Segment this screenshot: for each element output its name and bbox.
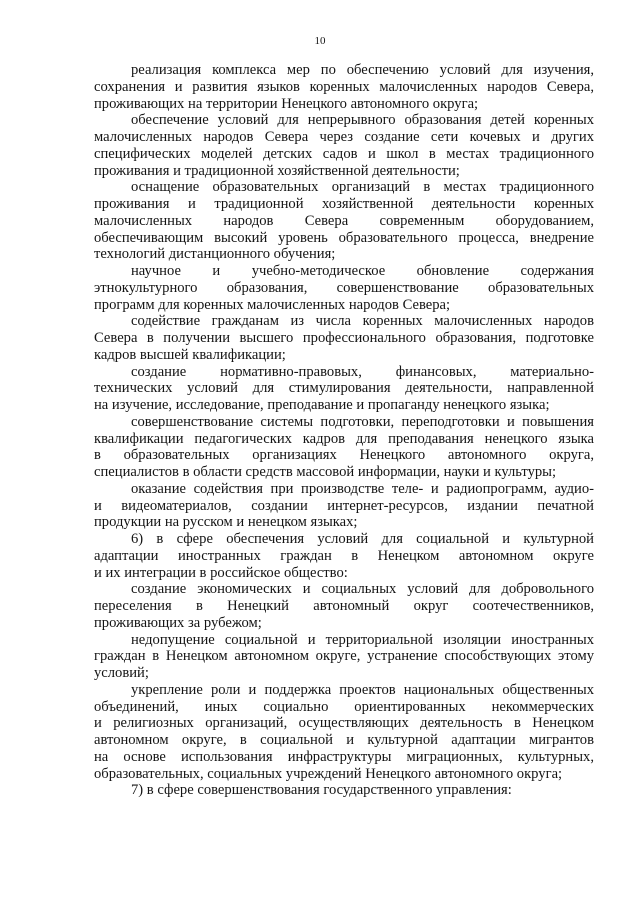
text-line: укрепление роли и поддержка проектов национальных общественных	[131, 681, 594, 698]
paragraph	[94, 313, 594, 363]
text-line: технологий дистанционного обучения;	[94, 246, 336, 263]
text-line: адаптации иностранных граждан в Ненецком автономном округе	[94, 547, 594, 564]
text-line: и религиозных организаций, осуществляющих деятельность в Ненецком	[94, 715, 594, 732]
text-line: технических условий для стимулирования деятельности, направленной	[94, 380, 594, 397]
paragraph	[94, 782, 594, 799]
text-line: объединений, иных социально ориентированных некоммерческих	[94, 698, 594, 715]
paragraph	[94, 632, 594, 682]
text-line: переселения в Ненецкий автономный округ соотечественников,	[94, 598, 594, 614]
text-line: содействие гражданам из числа коренных малочисленных народов	[131, 313, 594, 330]
text-line: этнокультурного образования, совершенствование образовательных	[94, 279, 594, 296]
paragraph	[94, 531, 594, 581]
paragraph	[94, 364, 594, 414]
text-line: специфических моделей детских садов и школ в местах традиционного	[94, 145, 594, 162]
page-number: 10	[314, 35, 326, 47]
text-line: недопущение социальной и территориальной изоляции иностранных	[131, 631, 594, 648]
text-line: сохранения и развития языков коренных малочисленных народов Севера,	[94, 78, 594, 95]
text-line: и видеоматериалов, создании интернет-ресурсов, издании печатной	[94, 497, 594, 514]
text-line: малочисленных народов Севера через создание сети кочевых и других	[94, 129, 594, 145]
text-line: оснащение образовательных организаций в местах традиционного	[131, 179, 594, 196]
text-line: кадров высшей квалификации;	[94, 346, 286, 363]
paragraph	[94, 414, 594, 481]
text-line: продукции на русском и ненецком языках;	[94, 514, 358, 531]
text-line: совершенствование системы подготовки, переподготовки и повышения	[131, 413, 594, 430]
text-line: граждан в Ненецком автономном округе, устранение способствующих этому	[94, 648, 594, 665]
paragraph	[94, 682, 594, 783]
paragraph	[94, 481, 594, 531]
paragraph	[94, 112, 594, 179]
text-line: автономном округе, в социальной и культурной адаптации мигрантов	[94, 732, 594, 748]
text-line: программ для коренных малочисленных народов Севера;	[94, 296, 451, 313]
text-line: на основе использования инфраструктуры миграционных, культурных,	[94, 748, 594, 765]
text-line: проживания и традиционной хозяйственной деятельности;	[94, 162, 460, 179]
paragraph	[94, 581, 594, 631]
text-line: специалистов в области средств массовой информации, науки и культуры;	[94, 464, 557, 480]
text-line: реализация комплекса мер по обеспечению условий для изучения,	[131, 62, 594, 78]
text-line: малочисленных народов Севера современным оборудованием,	[94, 212, 594, 229]
text-line: 7) в сфере совершенствования государственного управления:	[131, 782, 512, 799]
text-line: создание экономических и социальных условий для добровольного	[131, 581, 594, 598]
text-line: проживания и традиционной хозяйственной деятельности коренных	[94, 196, 594, 212]
text-line: оказание содействия при производстве теле- и радиопрограмм, аудио-	[131, 480, 594, 497]
text-line: создание нормативно-правовых, финансовых, материально-	[131, 363, 594, 380]
text-line: научное и учебно-методическое обновление содержания	[131, 263, 594, 279]
text-line: обеспечивающим высокий уровень образовательного процесса, внедрение	[94, 229, 594, 246]
text-line: проживающих на территории Ненецкого автономного округа;	[94, 95, 479, 112]
text-line: Севера в получении высшего профессионального образования, подготовке	[94, 330, 594, 346]
text-line: на изучение, исследование, преподавание и пропаганду ненецкого языка;	[94, 397, 550, 413]
text-line: и их интеграции в российское общество:	[94, 564, 348, 581]
document-body	[94, 62, 594, 799]
text-line: образовательных, социальных учреждений Ненецкого автономного округа;	[94, 765, 563, 782]
text-line: условий;	[94, 665, 149, 681]
text-line: проживающих за рубежом;	[94, 614, 262, 631]
text-line: 6) в сфере обеспечения условий для социальной и культурной	[131, 531, 594, 547]
text-line: в образовательных организациях Ненецкого автономного округа,	[94, 447, 594, 464]
paragraph	[94, 179, 594, 263]
text-line: квалификации педагогических кадров для преподавания ненецкого языка	[94, 430, 594, 447]
text-line: обеспечение условий для непрерывного образования детей коренных	[131, 112, 594, 129]
paragraph	[94, 263, 594, 313]
paragraph	[94, 62, 594, 112]
